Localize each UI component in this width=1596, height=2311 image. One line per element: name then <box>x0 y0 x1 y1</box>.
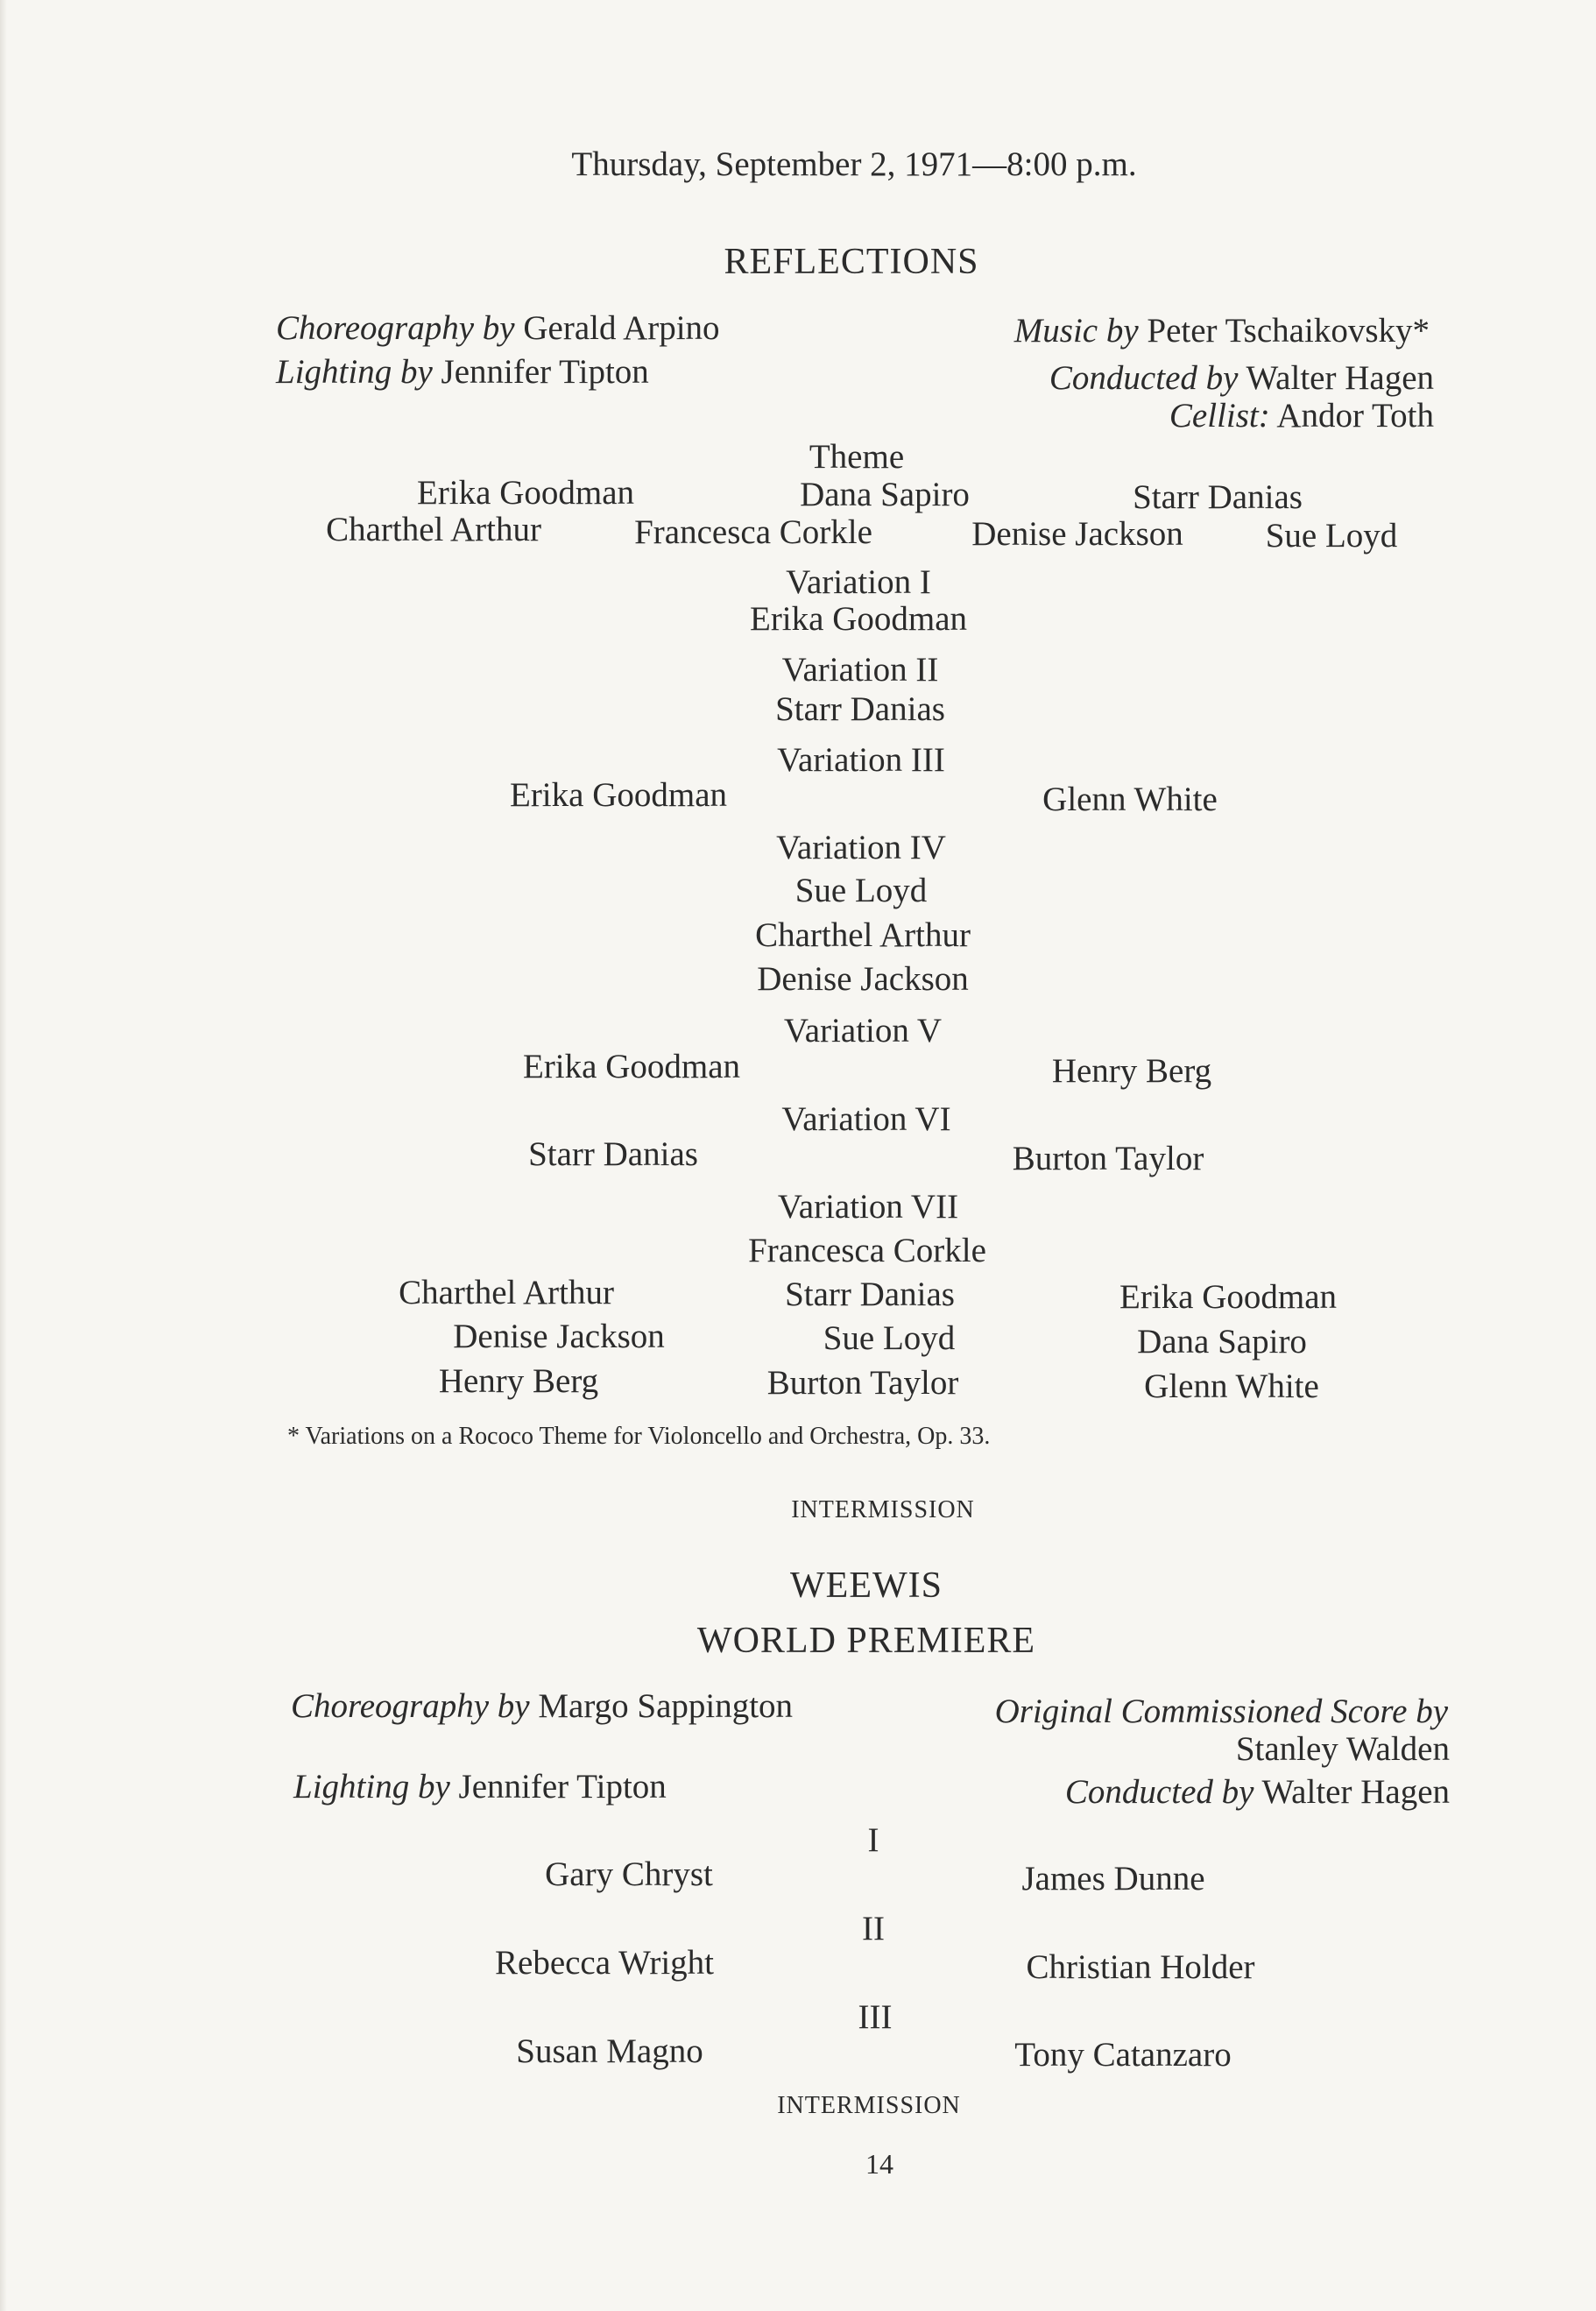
dancer-name: Erika Goodman <box>1119 1278 1338 1316</box>
credit-conductor <box>1065 1775 1450 1809</box>
credit-choreography <box>291 1689 793 1723</box>
dancer-name: Charthel Arthur <box>399 1274 614 1311</box>
credit-role: Music by <box>1013 312 1139 350</box>
credit-music <box>1014 314 1430 348</box>
dancer-name: Erika Goodman <box>749 600 968 638</box>
credit-name: Jennifer Tipton <box>441 353 649 391</box>
dancer-name: Glenn White <box>1042 781 1218 818</box>
credit-conductor <box>1049 361 1434 395</box>
dancer-name: Henry Berg <box>438 1362 599 1400</box>
weewis-subtitle: WORLD PREMIERE <box>696 1621 1036 1661</box>
credit-role: Conducted by <box>1049 359 1239 397</box>
credit-lighting <box>276 355 649 389</box>
footnote: * Variations on a Rococo Theme for Violoncello and Orchestra, Op. 33. <box>287 1423 991 1450</box>
dancer-name: Christian Holder <box>1026 1948 1255 1986</box>
credit-role: Choreography by <box>291 1687 530 1725</box>
date-line: Thursday, September 2, 1971—8:00 p.m. <box>571 145 1137 183</box>
page-edge-shadow <box>0 0 7 2311</box>
credit-role: Cellist: <box>1169 397 1270 435</box>
credit-choreography <box>276 311 720 345</box>
dancer-name: James Dunne <box>1021 1860 1205 1898</box>
dancer-name: Burton Taylor <box>766 1364 959 1402</box>
page-number: 14 <box>865 2148 893 2180</box>
dancer-name: Starr Danias <box>785 1276 955 1313</box>
dancer-name: Denise Jackson <box>453 1318 665 1355</box>
dancer-name: Charthel Arthur <box>755 916 971 954</box>
part-numeral: I <box>867 1821 879 1859</box>
dancer-name: Burton Taylor <box>1012 1140 1204 1177</box>
dancer-name: Erika Goodman <box>416 474 635 512</box>
dancer-name: Sue Loyd <box>794 872 928 909</box>
dancer-name: Rebecca Wright <box>494 1944 715 1982</box>
dancer-name: Denise Jackson <box>757 960 969 998</box>
dancer-name: Sue Loyd <box>823 1319 956 1357</box>
dancer-name: Henry Berg <box>1051 1052 1212 1090</box>
variation-2-heading: Variation II <box>781 651 939 689</box>
intermission-label: INTERMISSION <box>777 2092 961 2119</box>
variation-6-heading: Variation VI <box>781 1100 951 1138</box>
variation-7-heading: Variation VII <box>777 1188 959 1226</box>
credit-name: Gerald Arpino <box>523 309 720 347</box>
credit-role: Lighting by <box>276 353 433 391</box>
theme-heading: Theme <box>809 438 905 476</box>
dancer-name: Glenn White <box>1144 1368 1319 1405</box>
dancer-name: Gary Chryst <box>545 1855 713 1893</box>
credit-name: Peter Tschaikovsky* <box>1147 312 1430 350</box>
variation-3-heading: Variation III <box>777 741 945 779</box>
dancer-name: Sue Loyd <box>1265 517 1398 555</box>
variation-1-heading: Variation I <box>786 563 931 601</box>
dancer-name: Erika Goodman <box>509 776 728 814</box>
credit-cellist <box>1169 399 1434 433</box>
credit-role: Choreography by <box>276 309 515 347</box>
dancer-name: Dana Sapiro <box>1137 1323 1307 1360</box>
dancer-name: Tony Catanzaro <box>1014 2036 1232 2074</box>
part-numeral: II <box>862 1910 885 1947</box>
dancer-name: Starr Danias <box>775 690 945 728</box>
dancer-name: Charthel Arthur <box>326 511 541 548</box>
credit-role: Lighting by <box>293 1768 450 1806</box>
dancer-name: Erika Goodman <box>522 1048 741 1085</box>
variation-5-heading: Variation V <box>783 1012 943 1049</box>
dancer-name: Denise Jackson <box>971 515 1183 553</box>
dancer-name: Francesca Corkle <box>748 1232 986 1269</box>
dancer-name: Francesca Corkle <box>634 513 872 551</box>
dancer-name: Dana Sapiro <box>800 476 970 513</box>
credit-role: Conducted by <box>1064 1773 1254 1811</box>
part-numeral: III <box>858 1998 893 2036</box>
dancer-name: Susan Magno <box>516 2032 703 2070</box>
dancer-name: Starr Danias <box>528 1135 698 1173</box>
weewis-title: WEEWIS <box>790 1565 943 1606</box>
credit-name: Walter Hagen <box>1246 359 1434 397</box>
credit-score-role: Original Commissioned Score by <box>994 1693 1448 1730</box>
reflections-title: REFLECTIONS <box>724 242 979 282</box>
credit-lighting <box>293 1770 667 1804</box>
intermission-label: INTERMISSION <box>791 1496 975 1523</box>
dancer-name: Starr Danias <box>1133 478 1303 516</box>
variation-4-heading: Variation IV <box>776 829 946 866</box>
credit-name: Walter Hagen <box>1261 1773 1450 1811</box>
credit-score-name: Stanley Walden <box>1235 1730 1450 1768</box>
credit-name: Jennifer Tipton <box>458 1768 667 1806</box>
credit-name: Margo Sappington <box>538 1687 794 1725</box>
credit-name: Andor Toth <box>1276 397 1434 435</box>
